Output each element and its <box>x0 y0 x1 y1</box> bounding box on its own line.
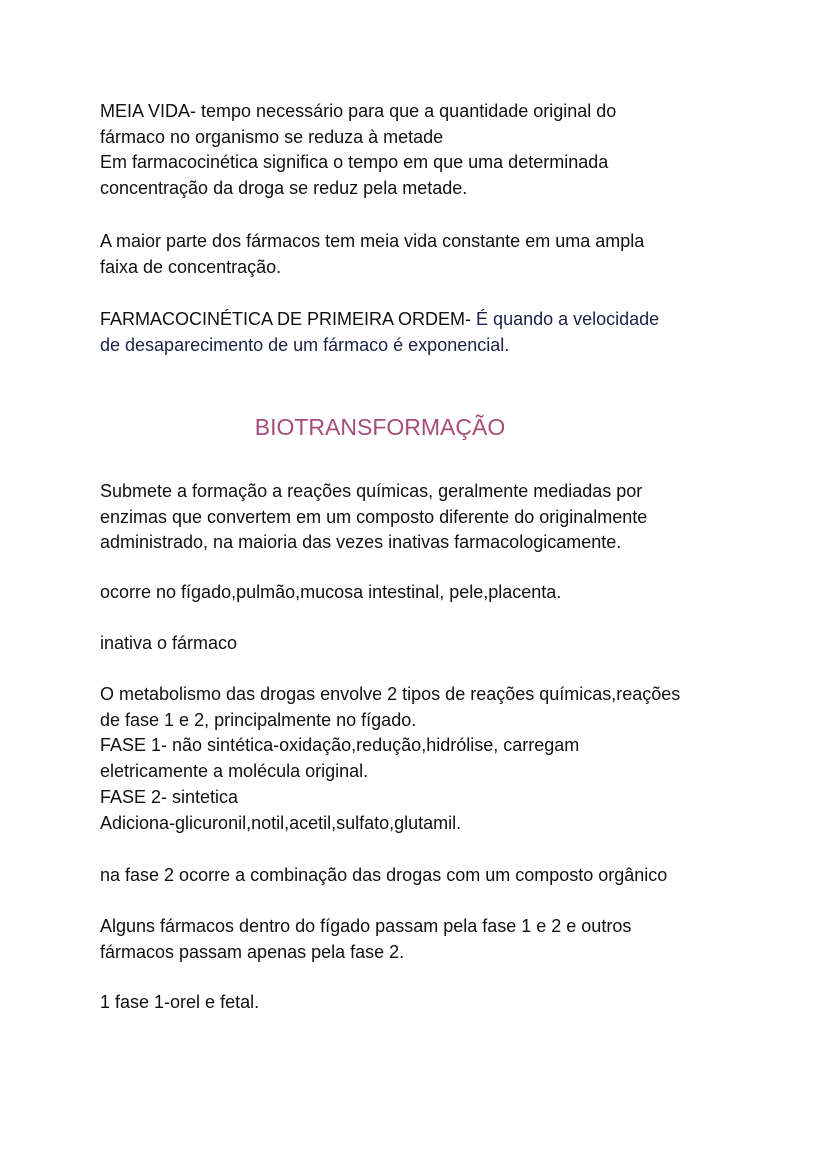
metabolismo-paragraph <box>100 682 680 836</box>
alguns-paragraph <box>100 914 631 965</box>
text-line: faixa de concentração. <box>100 256 282 277</box>
submete-paragraph <box>100 479 647 556</box>
text-line: fármacos passam apenas pela fase 2. <box>100 941 405 962</box>
fase2-paragraph: na fase 2 ocorre a combinação das drogas com um composto orgânico <box>100 865 668 885</box>
text-line: FASE 1- não sintética-oxidação,redução,hidrólise, carregam <box>100 735 580 756</box>
text-line: Em farmacocinética significa o tempo em que uma determinada <box>100 152 609 173</box>
meia-vida-paragraph <box>100 99 616 202</box>
text-line: Submete a formação a reações químicas, geralmente mediadas por <box>100 481 643 501</box>
text-line: enzimas que convertem em um composto diferente do originalmente <box>100 506 648 527</box>
section-title: BIOTRANSFORMAÇÃO <box>254 414 506 440</box>
text-line: de fase 1 e 2, principalmente no fígado. <box>100 709 417 730</box>
text-line: Adiciona-glicuronil,notil,acetil,sulfato,glutamil. <box>100 812 462 833</box>
text-line: eletricamente a molécula original. <box>100 761 369 782</box>
text-line: fármaco no organismo se reduza à metade <box>100 126 444 147</box>
text-line: administrado, na maioria das vezes inativas farmacologicamente. <box>100 532 622 553</box>
ocorre-paragraph: ocorre no fígado,pulmão,mucosa intestinal, pele,placenta. <box>100 582 562 602</box>
text-line: A maior parte dos fármacos tem meia vida constante em uma ampla <box>100 231 645 251</box>
fetal-paragraph: 1 fase 1-orel e fetal. <box>100 992 260 1012</box>
inativa-paragraph: inativa o fármaco <box>100 633 238 653</box>
ampla-paragraph <box>100 229 644 280</box>
text-line: concentração da droga se reduz pela metade. <box>100 178 468 199</box>
term: FARMACOCINÉTICA DE PRIMEIRA ORDEM- <box>100 309 477 329</box>
text-line: O metabolismo das drogas envolve 2 tipos de reações químicas,reações <box>100 684 681 704</box>
text-line: de desaparecimento de um fármaco é exponencial. <box>100 334 510 355</box>
text-line: FASE 2- sintetica <box>100 786 239 807</box>
text-line: MEIA VIDA- tempo necessário para que a quantidade original do <box>100 101 617 121</box>
definition: É quando a velocidade <box>476 309 660 329</box>
primeira-ordem-paragraph <box>100 307 659 358</box>
text-line: Alguns fármacos dentro do fígado passam pela fase 1 e 2 e outros <box>100 916 632 936</box>
